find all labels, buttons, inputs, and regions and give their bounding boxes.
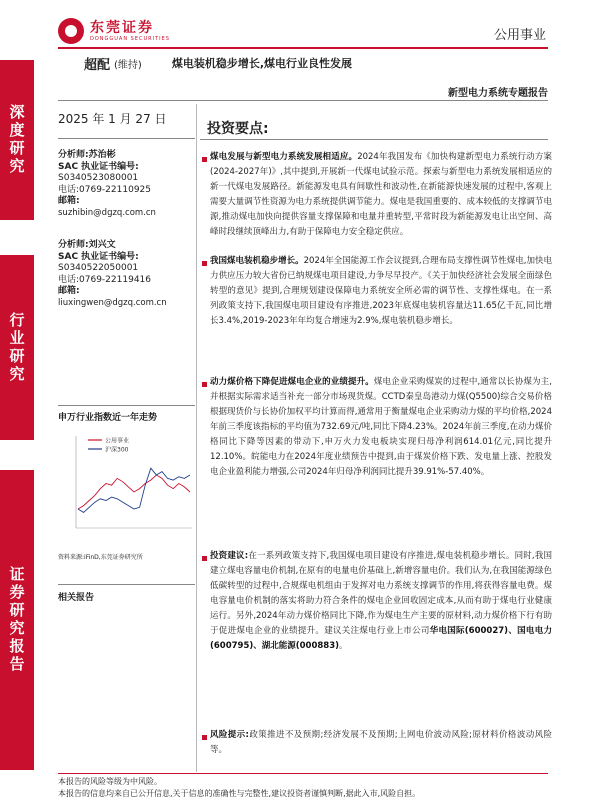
key-point-body: 煤电企业采购煤炭的过程中,通常以长协煤为主,并根据实际需求适当补充一部分市场现货煤。CCTD秦皇岛港动力煤(Q5500)综合交易价格根据现货价与长协价加权平均计算而得,通常用于衡量煤电企业采购动力煤的平均价格,2024年前三季度该指标的平均值为732.69元/吨,同比下降4.23%。2024年前三季度,在动力煤价格同比下降等因素的带动下,申万火力发电板块实现归母净利润614.01亿元,同比提升12.10%。皖能电力在2024年度业绩预告中提到,由于煤炭价格下跌、发电量上涨、控股发电企业盈利能力增强,公司2024年归母净利润同比提升39.91%-57.40%。 — [210, 377, 552, 477]
series-divider — [58, 100, 548, 101]
recommended-stocks: 华电国际(600027)、国电电力(600795)、湖北能源(000883) — [210, 626, 552, 651]
chart-legend-label: 公用事业 — [105, 437, 130, 445]
page-footer — [58, 776, 548, 800]
key-point-lead: 煤电发展与新型电力系统发展相适应。 — [210, 152, 358, 162]
column-divider — [196, 104, 197, 772]
logo-name-en: DONGGUAN SECURITIES — [90, 35, 170, 42]
bullet-square-icon — [202, 382, 207, 387]
key-point-body: 2024年全国能源工作会议提到,合理布局支撑性调节性煤电,加快电力供应压力较大省份已纳规煤电项目建设,力争尽早投产。《关于加快经济社会发展全面绿色转型的意见》提到,合理规划建设保障电力系统安全所必需的调节性、支撑性煤电。在一系列政策支持下,我国煤电项目建设有序推进,2023年底煤电装机容量达11.65亿千瓦,同比增长3.4%,2019-2023年年均复合增速为2.9%,煤电装机稳步增长。 — [210, 256, 552, 326]
bullet-square-icon — [202, 556, 207, 561]
related-divider — [58, 584, 195, 585]
key-points-heading: 投资要点: — [207, 121, 269, 137]
page-header — [0, 0, 600, 50]
index-trend-chart — [58, 412, 195, 561]
analyst-cert-no: S0340522050001 — [58, 263, 139, 273]
logo-emblem-icon — [58, 18, 84, 44]
analyst-phone: 电话:0769-22119416 — [58, 274, 151, 285]
rating-row — [58, 53, 548, 73]
side-band-depth: 深度研究 — [0, 60, 34, 220]
side-band-report: 证券研究报告 — [0, 470, 34, 770]
key-point-tail: 。 — [339, 641, 348, 651]
footer-disclaimer-line: 本报告的信息均来自已公开信息,关于信息的准确性与完整性,建议投资者谨慎判断,据此入市,风险自担。 — [58, 789, 421, 798]
analyst-phone: 电话:0769-22110925 — [58, 184, 151, 195]
date-divider — [58, 138, 195, 139]
analyst-cert-label: SAC 执业证书编号: — [58, 161, 139, 172]
key-point-paragraph — [210, 728, 552, 758]
analyst-cert-no: S0340523080001 — [58, 173, 139, 183]
key-point-paragraph — [210, 254, 552, 329]
rating-sub: (维持) — [114, 59, 142, 71]
company-logo — [58, 16, 178, 46]
key-point-lead: 风险提示: — [210, 730, 249, 740]
key-point-body: 在一系列政策支持下,我国煤电项目建设有序推进,煤电装机稳步增长。同时,我国建立煤电容量电价机制,在原有的电量电价基础上,新增容量电价。我们认为,在我国能源绿色低碳转型的过程中,合规煤电机组由于发挥对电力系统支撑调节的作用,将获得容量电费。煤电容量电价机制的落实将助力符合条件的煤电企业回收固定成本,从而有助于煤电行业健康运行。另外,2024年动力煤价格同比下降,作为煤电生产主要的原材料,动力煤价格下行有助于促进煤电企业的业绩提升。建议关注煤电行业上市公司 — [210, 551, 553, 636]
key-points-divider — [200, 139, 548, 140]
key-point-body: 2024年我国发布《加快构建新型电力系统行动方案(2024-2027年)》,其中提到,开展新一代煤电试验示范。探索与新型电力系统发展相适应的新一代煤电发展路径。新能源发电具有间歇性和波动性,在新能源快速发展的过程中,客观上需要大量调节性资源为电力系统提供调节能力。煤电是我国重要的、成本较低的支撑调节电源,推动煤电加快向提供容量支撑保障和电量并重转型,平常时段为新能源发电让出空间、高峰时段继续顶峰出力,有助于保障电力安全稳定供应。 — [210, 152, 552, 237]
chart-divider — [58, 405, 195, 406]
bullet-square-icon — [202, 261, 207, 266]
chart-source: 资料来源:iFinD,东莞证券研究所 — [58, 554, 143, 561]
report-title: 煤电装机稳步增长,煤电行业良性发展 — [171, 57, 353, 70]
chart-plot — [58, 428, 195, 548]
side-band-industry: 行业研究 — [0, 255, 34, 440]
analyst-name: 分析师:苏治彬 — [58, 150, 116, 160]
rating-value: 超配 — [84, 57, 111, 73]
analyst-cert-label: SAC 执业证书编号: — [58, 251, 139, 262]
footer-risk-line: 本报告的风险等级为中风险。 — [58, 777, 162, 786]
bullet-square-icon — [202, 157, 207, 162]
key-point-paragraph — [210, 150, 552, 240]
related-reports-heading: 相关报告 — [58, 593, 95, 603]
analyst-name: 分析师:刘兴文 — [58, 240, 116, 250]
report-series: 新型电力系统专题报告 — [448, 88, 548, 99]
bullet-square-icon — [202, 735, 207, 740]
key-point-paragraph — [210, 549, 552, 654]
chart-legend-label: 沪深300 — [105, 446, 129, 454]
logo-name-cn: 东莞证券 — [90, 19, 154, 36]
key-point-paragraph — [210, 375, 552, 480]
industry-label: 公用事业 — [493, 28, 546, 43]
footer-divider — [58, 773, 548, 774]
analyst-card — [58, 240, 208, 309]
key-point-lead: 我国煤电装机稳步增长。 — [210, 256, 304, 266]
analyst-card — [58, 150, 208, 219]
chart-title: 申万行业指数近一年走势 — [58, 413, 158, 423]
analyst-email[interactable]: suzhibin@dgzq.com.cn — [58, 207, 156, 218]
header-divider — [58, 47, 548, 49]
key-point-lead: 投资建议: — [210, 551, 249, 561]
key-point-lead: 动力煤价格下降促进煤电企业的业绩提升。 — [210, 377, 374, 387]
analyst-email-label: 邮箱: — [58, 196, 80, 206]
report-date: 2025 年 1 月 27 日 — [58, 112, 167, 126]
analyst-email[interactable]: liuxingwen@dgzq.com.cn — [58, 297, 167, 308]
analyst-email-label: 邮箱: — [58, 286, 80, 296]
key-point-body: 政策推进不及预期;经济发展不及预期;上网电价波动风险;原材料价格波动风险等。 — [210, 730, 552, 755]
